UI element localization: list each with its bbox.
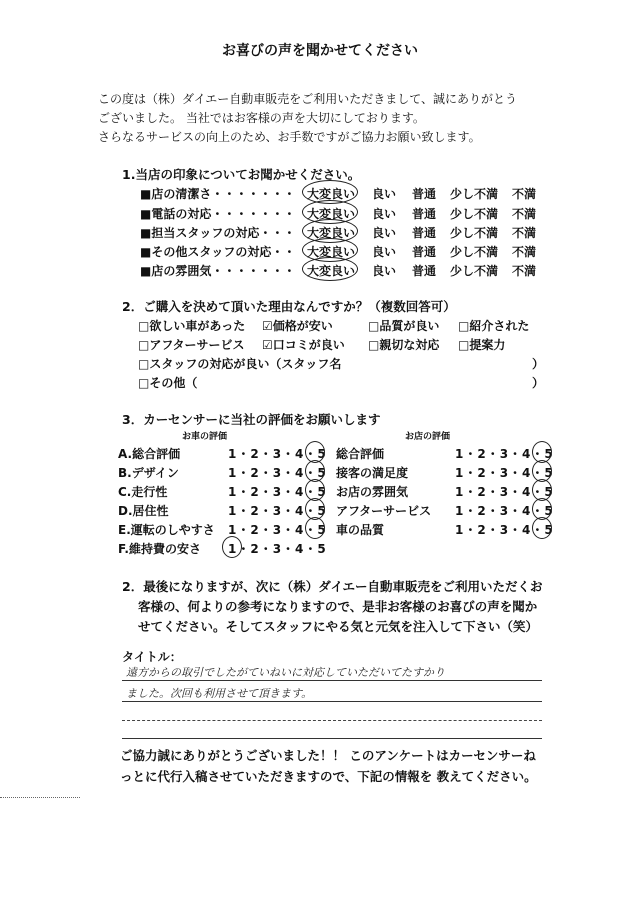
q2-other-close-paren: ）: [532, 376, 545, 390]
q1-row-label: ■担当スタッフの対応・・・: [140, 226, 296, 240]
q1-option-unsatisfied[interactable]: 不満: [512, 264, 537, 278]
q1-option-normal[interactable]: 普通: [412, 264, 437, 278]
q1-option-very-good[interactable]: 大変良い: [307, 187, 356, 201]
page-title: お喜びの声を聞かせてください: [222, 43, 418, 59]
q2-option-low-price[interactable]: [262, 317, 333, 334]
car-rating-scale[interactable]: 1・2・3・4・5: [228, 523, 327, 537]
car-rating-scale[interactable]: 1・2・3・4・5: [228, 542, 327, 556]
shop-eval-header: お店の評価: [405, 432, 451, 442]
writing-line: [122, 701, 542, 702]
selection-circle: [305, 517, 325, 539]
q2-option-quality[interactable]: □品質が良い: [368, 319, 440, 333]
q1-option-normal[interactable]: 普通: [412, 207, 437, 221]
q1-option-slightly-unsatisfied[interactable]: 少し不満: [450, 245, 499, 259]
shop-item-label: お店の雰囲気: [336, 485, 409, 499]
car-item-label: F.維持費の安さ: [118, 542, 201, 556]
q1-option-unsatisfied[interactable]: 不満: [512, 226, 537, 240]
selection-circle: [302, 257, 358, 281]
q1-option-normal[interactable]: 普通: [412, 187, 437, 201]
car-item-label: E.運転のしやすさ: [118, 523, 215, 537]
q1-option-very-good[interactable]: 大変良い: [307, 264, 356, 278]
q1-row-label: ■店の清潔さ・・・・・・・: [140, 187, 296, 201]
q2-option-kind-service[interactable]: □親切な対応: [368, 338, 440, 352]
shop-item-label: アフターサービス: [336, 504, 432, 518]
q1-option-slightly-unsatisfied[interactable]: 少し不満: [450, 226, 499, 240]
handwritten-comment-line-1[interactable]: 遠方からの取引でしたがていねいに対応していただいてたすかり: [126, 666, 445, 679]
shop-rating-scale[interactable]: 1・2・3・4・5: [455, 523, 554, 537]
selection-circle: [222, 536, 242, 558]
intro-line-1: この度は（株）ダイエー自動車販売をご利用いただきまして、誠にありがとう: [98, 92, 518, 106]
q2-option-reviews[interactable]: [262, 336, 345, 353]
writing-line: [122, 680, 542, 681]
q1-heading: 1.当店の印象についてお聞かせください。: [122, 167, 361, 182]
writing-line: [122, 720, 542, 721]
q3-heading: 3．カーセンサーに当社の評価をお願いします: [122, 412, 381, 427]
q4-heading-line-1: 2．最後になりますが、次に（株）ダイエー自動車販売をご利用いただくお: [122, 579, 543, 594]
shop-item-label: 車の品質: [336, 523, 385, 537]
car-item-label: D.居住性: [118, 504, 169, 518]
closing-line-1: ご協力誠にありがとうございました！！ このアンケートはカーセンサーね: [120, 748, 536, 763]
car-item-label: A.総合評価: [118, 447, 181, 461]
car-rating-scale[interactable]: 1・2・3・4・5: [228, 504, 327, 518]
q1-option-normal[interactable]: 普通: [412, 226, 437, 240]
q1-row-label: ■電話の対応・・・・・・・: [140, 207, 296, 221]
q1-option-good[interactable]: 良い: [372, 264, 397, 278]
q1-option-very-good[interactable]: 大変良い: [307, 245, 356, 259]
q2-option-wanted-car[interactable]: □欲しい車があった: [138, 319, 246, 333]
q1-option-slightly-unsatisfied[interactable]: 少し不満: [450, 264, 499, 278]
q1-row-label: ■その他スタッフの対応・・: [140, 245, 296, 259]
title-label: タイトル：: [122, 650, 182, 664]
car-eval-header: お車の評価: [182, 432, 228, 442]
q1-option-good[interactable]: 良い: [372, 207, 397, 221]
q1-option-good[interactable]: 良い: [372, 245, 397, 259]
selection-circle: [532, 517, 552, 539]
q1-option-unsatisfied[interactable]: 不満: [512, 207, 537, 221]
q2-option-other[interactable]: □その他（: [138, 376, 198, 390]
q1-option-slightly-unsatisfied[interactable]: 少し不満: [450, 207, 499, 221]
q1-option-normal[interactable]: 普通: [412, 245, 437, 259]
shop-rating-scale[interactable]: 1・2・3・4・5: [455, 466, 554, 480]
shop-item-label: 総合評価: [336, 447, 385, 461]
car-item-label: C.走行性: [118, 485, 168, 499]
q2-option-staff[interactable]: □スタッフの対応が良い（スタッフ名: [138, 357, 342, 371]
q2-option-proposal[interactable]: □提案力: [458, 338, 506, 352]
closing-line-2: っとに代行入稿させていただきますので、下記の情報を 教えてください。: [120, 769, 537, 784]
q4-heading-line-3: せてください。そしてスタッフにやる気と元気を注入して下さい（笑）: [138, 619, 539, 634]
q1-option-very-good[interactable]: 大変良い: [307, 226, 356, 240]
car-item-label: B.デザイン: [118, 466, 179, 480]
q1-option-unsatisfied[interactable]: 不満: [512, 245, 537, 259]
q2-heading: 2．ご購入を決めて頂いた理由なんですか？（複数回答可）: [122, 299, 456, 314]
intro-line-2: ございました。 当社ではお客様の声を大切にしております。: [98, 111, 425, 125]
writing-line: [122, 738, 542, 739]
q1-option-good[interactable]: 良い: [372, 187, 397, 201]
q2-staff-close-paren: ）: [532, 357, 545, 371]
checked-box-icon: ☑: [262, 319, 273, 333]
intro-line-3: さらなるサービスの向上のため、お手数ですがご協力お願い致します。: [98, 130, 481, 144]
q1-row-label: ■店の雰囲気・・・・・・・: [140, 264, 296, 278]
q4-heading-line-2: 客様の、何よりの参考になりますので、是非お客様のお喜びの声を聞か: [138, 599, 538, 614]
q1-option-slightly-unsatisfied[interactable]: 少し不満: [450, 187, 499, 201]
q1-option-good[interactable]: 良い: [372, 226, 397, 240]
q2-option-referral[interactable]: □紹介された: [458, 319, 530, 333]
q2-option-label: 価格が安い: [272, 319, 333, 333]
shop-rating-scale[interactable]: 1・2・3・4・5: [455, 504, 554, 518]
car-rating-scale[interactable]: 1・2・3・4・5: [228, 485, 327, 499]
q2-option-label: 口コミが良い: [272, 338, 345, 352]
checked-box-icon: ☑: [262, 338, 273, 352]
scan-artifact: [0, 797, 80, 798]
handwritten-comment-line-2[interactable]: ました。次回も利用させて頂きます。: [126, 687, 313, 700]
q1-option-very-good[interactable]: 大変良い: [307, 207, 356, 221]
car-rating-scale[interactable]: 1・2・3・4・5: [228, 466, 327, 480]
car-rating-scale[interactable]: 1・2・3・4・5: [228, 447, 327, 461]
q2-option-after-service[interactable]: □アフターサービス: [138, 338, 245, 352]
shop-rating-scale[interactable]: 1・2・3・4・5: [455, 485, 554, 499]
q1-option-unsatisfied[interactable]: 不満: [512, 187, 537, 201]
shop-rating-scale[interactable]: 1・2・3・4・5: [455, 447, 554, 461]
shop-item-label: 接客の満足度: [336, 466, 409, 480]
